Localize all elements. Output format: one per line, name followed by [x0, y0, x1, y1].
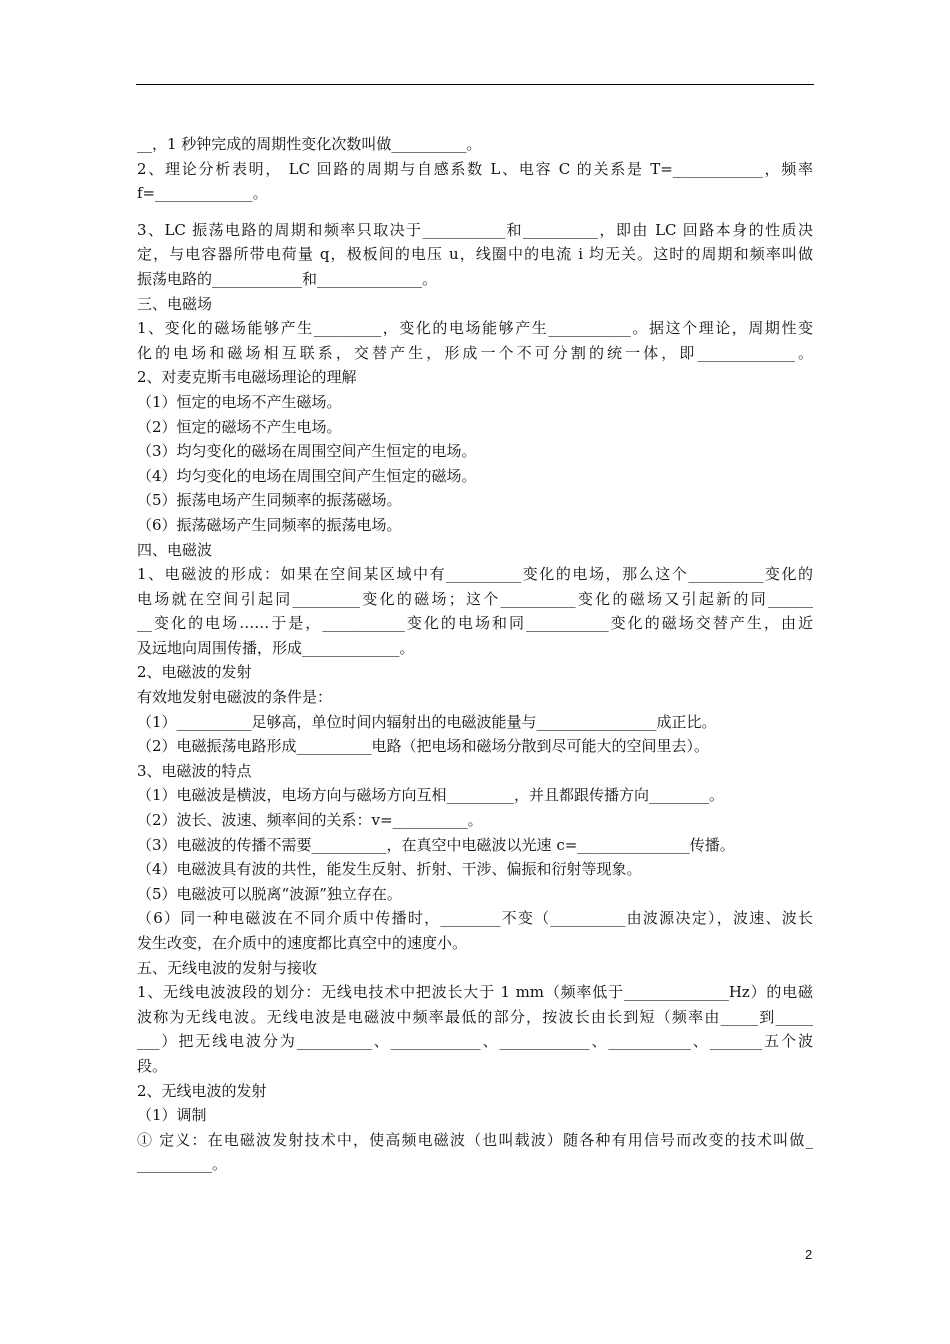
text-line: ___）把无线电波分为__________、____________、____________、___________、_______五个波 [137, 1032, 813, 1051]
text-line: 2、对麦克斯韦电磁场理论的理解 [137, 368, 357, 387]
text-line: 定，与电容器所带电荷量 q，极板间的电压 u，线圈中的电流 i 均无关。这时的周期和频率叫做 [137, 245, 813, 264]
text-line: 化的电场和磁场相互联系，交替产生，形成一个不可分割的统一体，即_____________。 [137, 343, 813, 362]
text-line: （5）振荡电场产生同频率的振荡磁场。 [137, 491, 402, 510]
document-body [137, 132, 813, 1177]
text-line: 2、无线电波的发射 [137, 1081, 267, 1100]
text-line: 及远地向周围传播，形成_____________。 [137, 638, 415, 657]
text-line: （6）振荡磁场产生同频率的振荡电场。 [137, 515, 402, 534]
text-line: 3、电磁波的特点 [137, 761, 252, 780]
text-line: （5）电磁波可以脱离“波源”独立存在。 [137, 884, 402, 903]
page-number: 2 [805, 1247, 813, 1262]
text-line: （4）电磁波具有波的共性，能发生反射、折射、干涉、偏振和衍射等现象。 [137, 860, 642, 879]
text-line: 三、电磁场 [137, 294, 213, 313]
text-line: 发生改变，在介质中的速度都比真空中的速度小。 [137, 934, 468, 952]
text-line: （1）调制 [137, 1106, 207, 1125]
text-line: 2、理论分析表明， LC 回路的周期与自感系数 L、电容 C 的关系是 T=____________，频率 [137, 159, 813, 178]
text-line: （4）均匀变化的电场在周围空间产生恒定的磁场。 [137, 466, 477, 485]
text-line: （2）恒定的磁场不产生电场。 [137, 417, 342, 436]
text-line: 1、电磁波的形成：如果在空间某区域中有__________变化的电场，那么这个__________变化的 [137, 565, 813, 584]
text-line: 1、变化的磁场能够产生_________，变化的电场能够产生___________。据这个理论，周期性变 [137, 319, 813, 338]
text-line: 有效地发射电磁波的条件是： [137, 688, 333, 707]
text-line: 振荡电路的____________和______________。 [137, 269, 438, 288]
text-line: __________。 [137, 1155, 228, 1174]
text-line: 段。 [137, 1056, 168, 1075]
text-line: （2）电磁振荡电路形成__________电路（把电场和磁场分散到尽可能大的空间里去）。 [137, 737, 710, 756]
text-line: f=_____________。 [137, 184, 268, 203]
text-line: （1）恒定的电场不产生磁场。 [137, 392, 342, 411]
text-line: __变化的电场……于是，___________变化的电场和同___________变化的磁场交替产生，由近 [137, 614, 813, 633]
text-line: （3）电磁波的传播不需要__________，在真空中电磁波以光速 c=_______________传播。 [137, 835, 735, 854]
text-line: 1、无线电波波段的划分：无线电技术中把波长大于 1 mm（频率低于______________Hz）的电磁 [137, 983, 813, 1002]
header-rule [136, 84, 814, 85]
text-line: __，1 秒钟完成的周期性变化次数叫做__________。 [137, 135, 482, 153]
text-line: 四、电磁波 [137, 540, 213, 559]
paragraph-gap [137, 206, 813, 218]
text-line: （1）电磁波是横波，电场方向与磁场方向互相_________，并且都跟传播方向________。 [137, 786, 725, 805]
text-line: （3）均匀变化的磁场在周围空间产生恒定的电场。 [137, 442, 477, 461]
text-line: 3、LC 振荡电路的周期和频率只取决于___________和__________，即由 LC 回路本身的性质决 [137, 220, 813, 239]
text-line: （1）__________足够高，单位时间内辐射出的电磁波能量与________________成正比。 [137, 712, 717, 731]
text-line: 2、电磁波的发射 [137, 663, 252, 682]
text-line: （6）同一种电磁波在不同介质中传播时，________不变（__________由波源决定），波速、波长 [137, 909, 813, 928]
text-line: （2）波长、波速、频率间的关系：v=__________。 [137, 811, 483, 830]
text-line: 电场就在空间引起同_________变化的磁场；这个__________变化的磁场又引起新的同______ [137, 589, 813, 608]
text-line: 五、无线电波的发射与接收 [137, 958, 318, 977]
text-line: ① 定义：在电磁波发射技术中，使高频电磁波（也叫载波）随各种有用信号而改变的技术叫做_ [137, 1130, 813, 1149]
text-line: 波称为无线电波。无线电波是电磁波中频率最低的部分，按波长由长到短（频率由_____到_____ [137, 1007, 813, 1026]
